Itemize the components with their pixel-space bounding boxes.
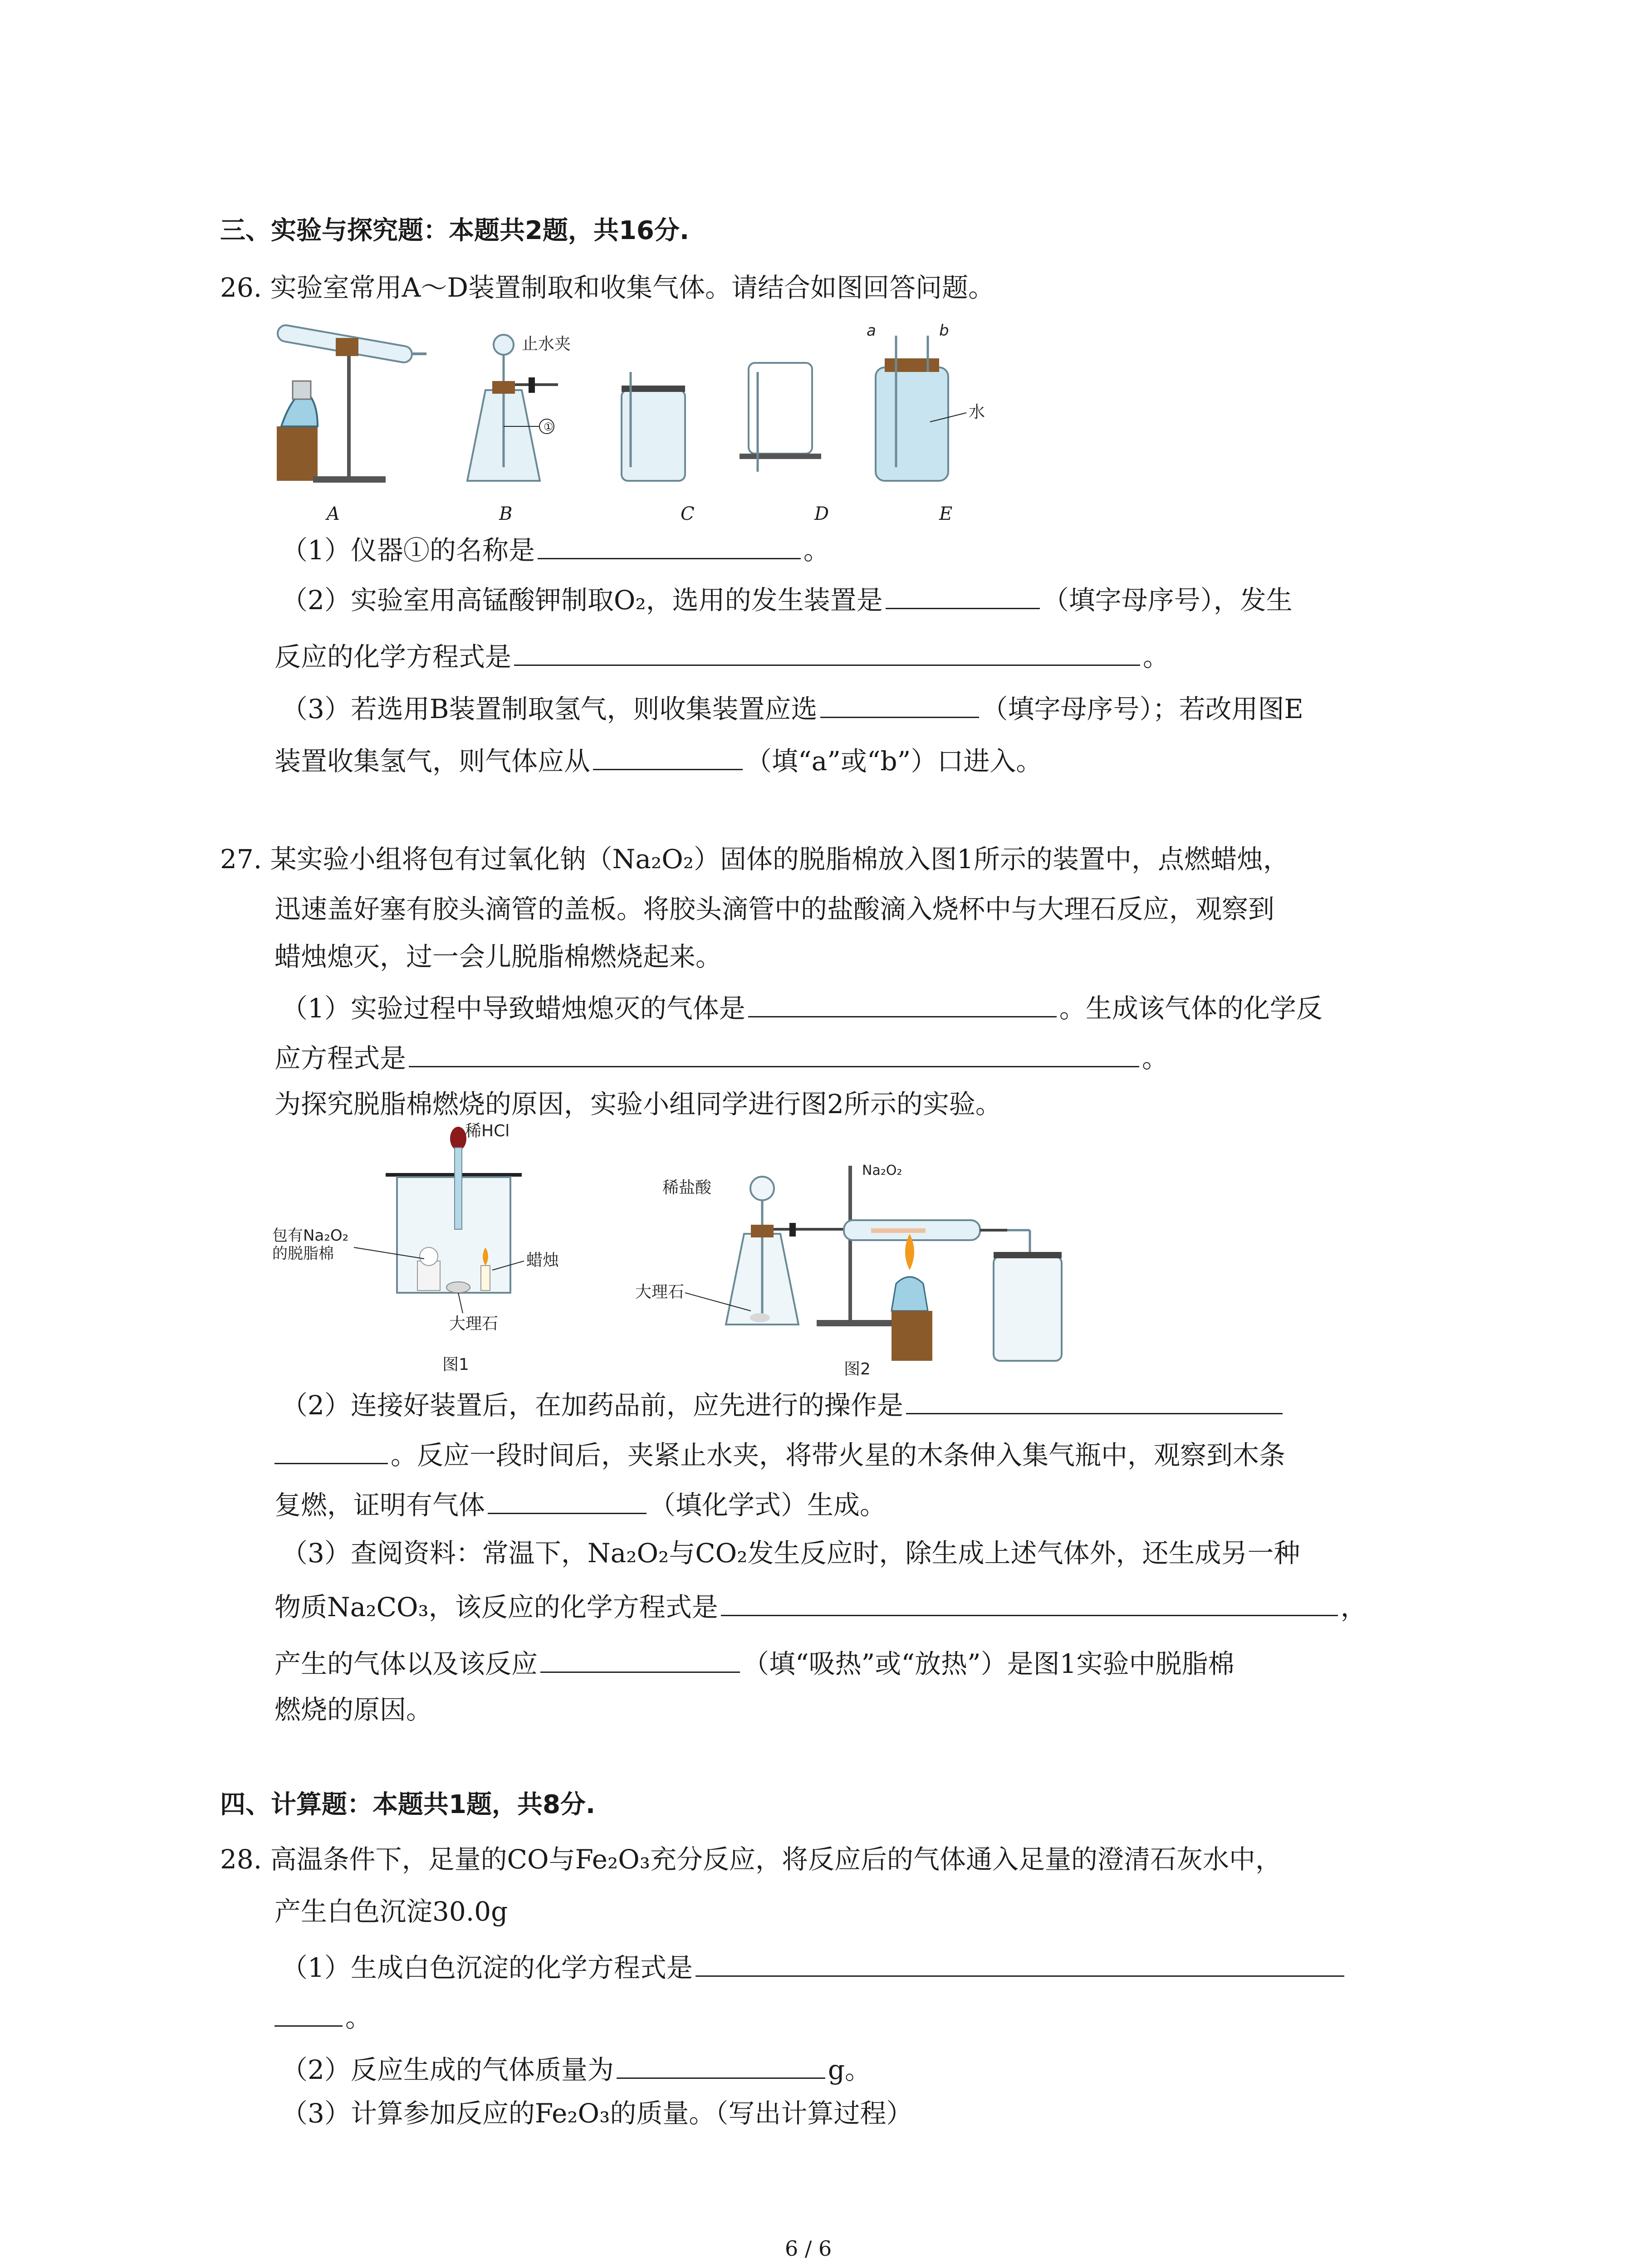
fig2-acid-label: 稀盐酸 xyxy=(662,1178,712,1197)
q27-part1: （1）实验过程中导致蜡烛熄灭的气体是 。生成该气体的化学反 xyxy=(281,989,1323,1026)
answer-blank[interactable] xyxy=(748,989,1057,1017)
q26-part2: （2）实验室用高锰酸钾制取O₂，选用的发生装置是 （填字母序号），发生 xyxy=(281,581,1293,618)
answer-blank[interactable] xyxy=(696,1948,1344,1977)
fig-label-a: A xyxy=(327,503,340,524)
section4-header: 四、计算题：本题共1题，共8分. xyxy=(220,1790,596,1819)
fig1-marble-label: 大理石 xyxy=(449,1315,499,1333)
apparatus-d xyxy=(740,363,821,472)
q27-part2: （2）连接好装置后，在加药品前，应先进行的操作是 xyxy=(281,1386,1285,1423)
answer-blank[interactable] xyxy=(274,1998,343,2027)
water-label: 水 xyxy=(969,403,985,421)
apparatus-c xyxy=(622,372,685,481)
clamp-label: 止水夹 xyxy=(522,335,571,353)
circle1-label: ① xyxy=(544,420,554,433)
q28-stem-1: 28. 高温条件下，足量的CO与Fe₂O₃充分反应，将反应后的气体通入足量的澄清石灰水中， xyxy=(220,1844,1282,1875)
fig1-cotton-label-1: 包有Na₂O₂ xyxy=(272,1227,349,1245)
answer-blank[interactable] xyxy=(538,531,801,559)
q27-part2c: 复燃，证明有气体 （填化学式）生成。 xyxy=(274,1486,886,1523)
fig-label-e: E xyxy=(939,503,953,524)
q28-part2: （2）反应生成的气体质量为 g。 xyxy=(281,2050,871,2087)
q28-part3: （3）计算参加反应的Fe₂O₃的质量。（写出计算过程） xyxy=(281,2098,913,2129)
q27-part3d: 燃烧的原因。 xyxy=(274,1694,433,1725)
answer-blank[interactable] xyxy=(593,742,743,770)
answer-blank[interactable] xyxy=(274,1436,388,1464)
q26-stem: 26. 实验室常用A～D装置制取和收集气体。请结合如图回答问题。 xyxy=(220,272,995,303)
q26-part2b: 反应的化学方程式是 。 xyxy=(274,637,1169,675)
apparatus-e xyxy=(867,322,985,481)
q26-part3b: 装置收集氢气，则气体应从 （填“a”或“b”）口进入。 xyxy=(274,742,1042,779)
q27-part3b: 物质Na₂CO₃，该反应的化学方程式是 ， xyxy=(274,1588,1367,1625)
answer-blank[interactable] xyxy=(540,1644,740,1673)
fig2-na2o2-label: Na₂O₂ xyxy=(862,1163,902,1178)
port-b-label: b xyxy=(939,322,949,340)
q26-apparatus-figure xyxy=(268,318,1039,535)
answer-blank[interactable] xyxy=(886,581,1040,609)
fig1-candle-label: 蜡烛 xyxy=(526,1251,559,1270)
q27-part1b: 应方程式是 。 xyxy=(274,1039,1168,1076)
q27-explore: 为探究脱脂棉燃烧的原因，实验小组同学进行图2所示的实验。 xyxy=(274,1089,1002,1119)
apparatus-b xyxy=(467,335,571,481)
answer-blank[interactable] xyxy=(514,637,1140,666)
q28-stem-2: 产生白色沉淀30.0g xyxy=(274,1896,508,1927)
q26-part1: （1）仪器①的名称是 。 xyxy=(281,531,830,568)
figure-1 xyxy=(268,1120,612,1374)
fig-label-c: C xyxy=(681,503,695,524)
q28-part1: （1）生成白色沉淀的化学方程式是 xyxy=(281,1948,1347,1985)
answer-blank[interactable] xyxy=(488,1486,647,1514)
q27-stem-2: 迅速盖好塞有胶头滴管的盖板。将胶头滴管中的盐酸滴入烧杯中与大理石反应，观察到 xyxy=(274,894,1275,924)
answer-blank[interactable] xyxy=(409,1039,1139,1067)
q27-stem-3: 蜡烛熄灭，过一会儿脱脂棉燃烧起来。 xyxy=(274,941,722,972)
q27-part3c: 产生的气体以及该反应 （填“吸热”或“放热”）是图1实验中脱脂棉 xyxy=(274,1644,1234,1681)
fig-label-d: D xyxy=(814,503,829,524)
fig-label-b: B xyxy=(499,503,513,524)
section3-header: 三、实验与探究题：本题共2题，共16分. xyxy=(220,216,690,245)
page-number: 6 / 6 xyxy=(785,2236,832,2261)
q27-part3: （3）查阅资料：常温下，Na₂O₂与CO₂发生反应时，除生成上述气体外，还生成另一种 xyxy=(281,1538,1300,1569)
answer-blank[interactable] xyxy=(906,1386,1283,1414)
q26-part3: （3）若选用B装置制取氢气，则收集装置应选 （填字母序号）；若改用图E xyxy=(281,689,1303,727)
answer-blank[interactable] xyxy=(820,689,979,718)
q28-part1b: 。 xyxy=(274,1998,372,2035)
fig2-caption: 图2 xyxy=(844,1360,871,1378)
answer-blank[interactable] xyxy=(617,2050,825,2079)
port-a-label: a xyxy=(867,322,876,340)
answer-blank[interactable] xyxy=(721,1588,1338,1616)
figure-2 xyxy=(635,1161,1343,1379)
fig2-marble-label: 大理石 xyxy=(635,1283,685,1301)
q27-stem-1: 27. 某实验小组将包有过氧化钠（Na₂O₂）固体的脱脂棉放入图1所示的装置中，点燃蜡烛， xyxy=(220,844,1289,875)
q27-part2b: 。反应一段时间后，夹紧止水夹，将带火星的木条伸入集气瓶中，观察到木条 xyxy=(274,1436,1285,1473)
apparatus-a xyxy=(276,324,426,483)
fig1-caption: 图1 xyxy=(442,1355,469,1374)
fig1-hcl-label: 稀HCl xyxy=(465,1122,510,1140)
fig1-cotton-label-2: 的脱脂棉 xyxy=(272,1245,334,1263)
